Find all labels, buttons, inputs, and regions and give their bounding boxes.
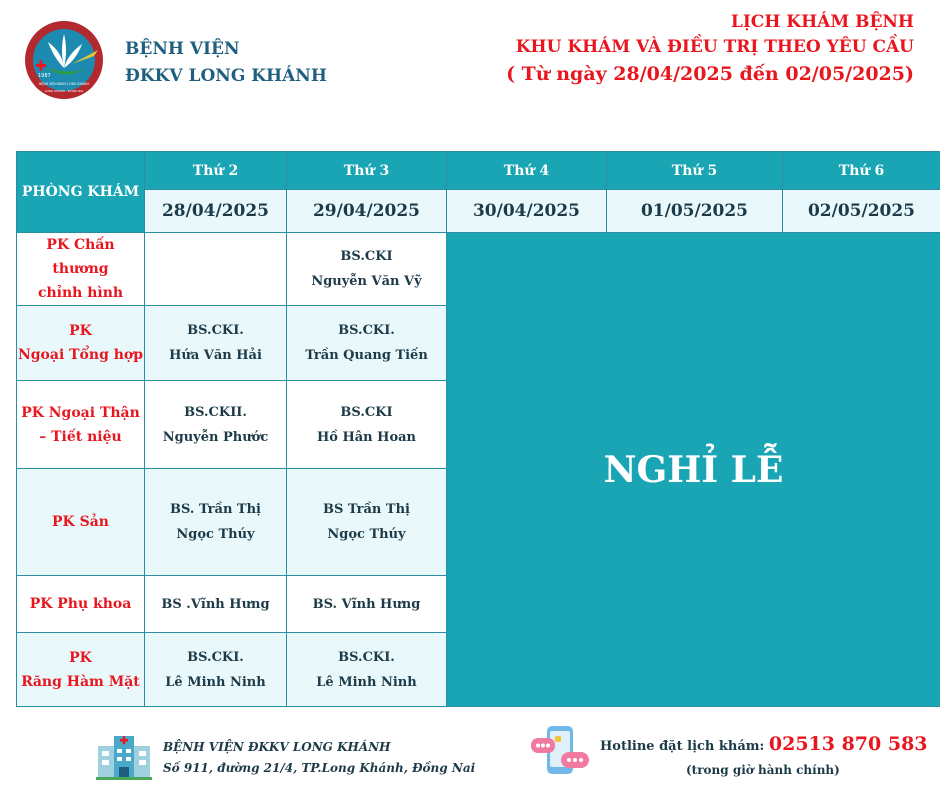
room-line: PK Phụ khoa [29,596,132,612]
hotline [600,733,928,755]
room-cell [17,469,145,576]
doctor-cell-tue [287,233,447,306]
footer-address-line: Số 911, đường 21/4, TP.Long Khánh, Đồng Nai [163,761,476,775]
hospital-name-line2: ĐKKV LONG KHÁNH [125,66,327,86]
hospital-logo-icon [24,20,104,100]
doctor-line: BS Trần Thị [323,502,410,517]
doctor-cell-mon [145,469,287,576]
date-fri: 02/05/2025 [783,190,940,233]
title-line3: ( Từ ngày 28/04/2025 đến 02/05/2025) [506,63,914,85]
title-line2: KHU KHÁM VÀ ĐIỀU TRỊ THEO YÊU CẦU [515,37,914,57]
hotline-number[interactable]: 02513 870 583 [768,733,928,755]
footer-address [163,737,475,779]
doctor-line: BS.CKII. [184,404,247,420]
footer-hospital: BỆNH VIỆN ĐKKV LONG KHÁNH [163,740,391,754]
room-line: chỉnh hình [37,285,124,301]
date-mon: 28/04/2025 [145,190,287,233]
schedule-title [506,10,914,88]
room-line: PK Chấn thương [46,237,115,277]
doctor-cell-tue [287,633,447,707]
doctor-line: Lê Minh Ninh [165,674,266,690]
room-line: Ngoại Tổng hợp [17,347,144,363]
doctor-line: Lê Minh Ninh [316,674,417,690]
doctor-line: BS.CKI. [187,649,244,665]
logo-ring-text: BỆNH VIỆN ĐKKV LONG KHÁNH [39,82,89,86]
doctor-cell-tue [287,381,447,469]
doctor-line: BS.CKI [340,249,393,264]
hospital-name [125,36,327,90]
room-line: PK [69,649,92,666]
doctor-line: BS.CKI. [338,323,395,338]
doctor-cell-mon [145,233,287,306]
doctor-cell-mon [145,633,287,707]
room-line: PK Sản [52,514,109,530]
logo-city-text: LONG KHÁNH - ĐỒNG NAI [44,89,84,93]
doctor-line: BS .Vĩnh Hưng [161,596,270,612]
day-header-thu: Thứ 5 [607,152,783,190]
date-wed: 30/04/2025 [447,190,607,233]
doctor-cell-tue [287,576,447,633]
room-line: Răng Hàm Mặt [21,673,140,690]
room-line: – Tiết niệu [39,428,122,445]
doctor-line: BS.CKI. [338,649,395,665]
logo-year-text: 1987 [38,73,51,79]
doctor-line: BS.CKI [340,404,393,420]
table-row [17,233,940,306]
doctor-cell-mon [145,576,287,633]
doctor-line: Nguyễn Phước [162,429,269,445]
office-hours: (trong giờ hành chính) [686,763,840,777]
hospital-building-icon [96,732,152,780]
doctor-cell-mon [145,306,287,381]
doctor-line: Trần Quang Tiến [305,348,428,363]
room-cell [17,233,145,306]
doctor-cell-tue [287,469,447,576]
title-line1: LỊCH KHÁM BỆNH [730,12,914,32]
doctor-line: Ngọc Thúy [176,527,255,542]
room-cell [17,381,145,469]
day-header-fri: Thứ 6 [783,152,940,190]
doctor-line: BS. Trần Thị [169,502,261,517]
phone-chat-icon [529,724,597,780]
day-header-tue: Thứ 3 [287,152,447,190]
room-cell [17,576,145,633]
room-cell [17,306,145,381]
doctor-line: Hồ Hân Hoan [317,429,416,445]
room-line: PK Ngoại Thận [21,404,140,421]
doctor-cell-mon [145,381,287,469]
date-tue: 29/04/2025 [287,190,447,233]
hospital-name-line1: BỆNH VIỆN [125,39,240,59]
day-header-wed: Thứ 4 [447,152,607,190]
day-header-mon: Thứ 2 [145,152,287,190]
holiday-cell: NGHỈ LỄ [447,233,940,707]
doctor-line: Nguyễn Văn Vỹ [311,274,422,289]
doctor-line: Hứa Văn Hải [169,348,262,363]
doctor-cell-tue [287,306,447,381]
date-thu: 01/05/2025 [607,190,783,233]
room-header: PHÒNG KHÁM [17,152,145,233]
schedule-table [16,151,940,707]
doctor-line: BS.CKI. [187,323,244,338]
hotline-label: Hotline đặt lịch khám: [600,739,765,754]
room-line: PK [69,323,92,339]
doctor-line: Ngọc Thúy [327,527,406,542]
room-cell [17,633,145,707]
doctor-line: BS. Vĩnh Hưng [312,596,421,612]
